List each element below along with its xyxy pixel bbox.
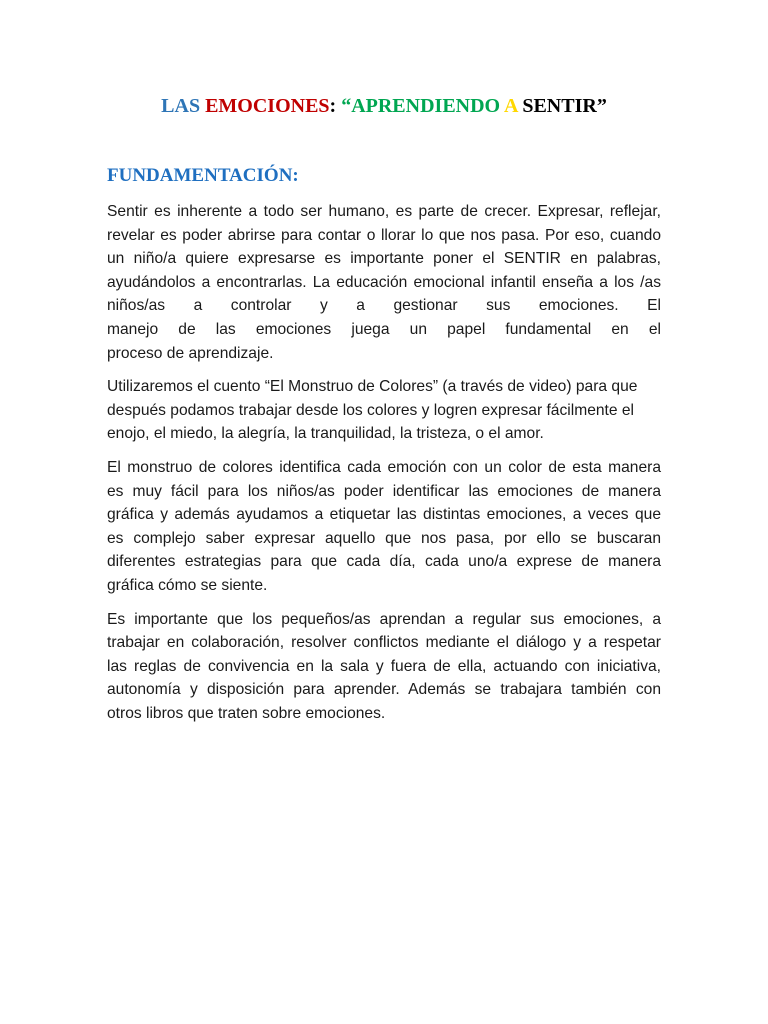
paragraph (107, 608, 661, 726)
paragraph-line: las reglas de convivencia en la sala y fuera de ella, actuando con iniciativa, (107, 657, 661, 675)
paragraph-line: gráfica y además ayudamos a etiquetar las distintas emociones, a veces que (107, 506, 661, 524)
paragraph-line: después podamos trabajar desde los colores y logren expresar fácilmente el (107, 401, 635, 419)
paragraph (107, 200, 661, 365)
paragraph-line: es complejo saber expresar aquello que nos pasa, por ello se buscaran (107, 529, 661, 547)
paragraph-line: diferentes estrategias para que cada día, cada uno/a exprese de manera (107, 553, 661, 571)
title-part-emociones: EMOCIONES (205, 95, 330, 117)
paragraph-line: enojo, el miedo, la alegría, la tranquilidad, la tristeza, o el amor. (107, 425, 544, 443)
paragraph-line: proceso de aprendizaje. (107, 344, 274, 362)
paragraph-line: ayudándolos a encontrarlas. La educación emocional infantil enseña a los /as (107, 273, 661, 291)
title-part-a: A (504, 95, 523, 117)
paragraph-line: niños/as a controlar y a gestionar sus emociones. El (107, 297, 661, 315)
title-part-las: LAS (161, 95, 206, 117)
paragraph-line: gráfica cómo se siente. (107, 576, 268, 594)
document-body (107, 200, 661, 735)
paragraph-line: trabajar en colaboración, resolver conflictos mediante el diálogo y a respetar (107, 634, 661, 652)
paragraph-line: manejo de las emociones juega un papel fundamental en el (107, 320, 661, 338)
paragraph-line: Es importante que los pequeños/as aprendan a regular sus emociones, a (107, 610, 661, 628)
paragraph-line: otros libros que traten sobre emociones. (107, 704, 386, 722)
paragraph-line: El monstruo de colores identifica cada emoción con un color de esta manera (107, 458, 661, 476)
title-part-aprendiendo: “APRENDIENDO (341, 95, 504, 117)
document-title (0, 94, 768, 118)
title-part-colon: : (329, 95, 342, 117)
paragraph-line: autonomía y disposición para aprender. Además se trabajara también con (107, 681, 661, 699)
paragraph-line: un niño/a quiere expresarse es importante poner el SENTIR en palabras, (107, 250, 661, 268)
title-part-sentir: SENTIR” (522, 95, 607, 117)
paragraph-line: Sentir es inherente a todo ser humano, es parte de crecer. Expresar, reflejar, (107, 203, 661, 220)
section-heading: FUNDAMENTACIÓN: (107, 165, 299, 186)
paragraph (107, 456, 661, 598)
paragraph (107, 375, 661, 446)
paragraph-line: revelar es poder abrirse para contar o llorar lo que nos pasa. Por eso, cuando (107, 226, 661, 244)
paragraph-line: Utilizaremos el cuento “El Monstruo de Colores” (a través de video) para que (107, 378, 638, 396)
paragraph-line: es muy fácil para los niños/as poder identificar las emociones de manera (107, 482, 661, 500)
